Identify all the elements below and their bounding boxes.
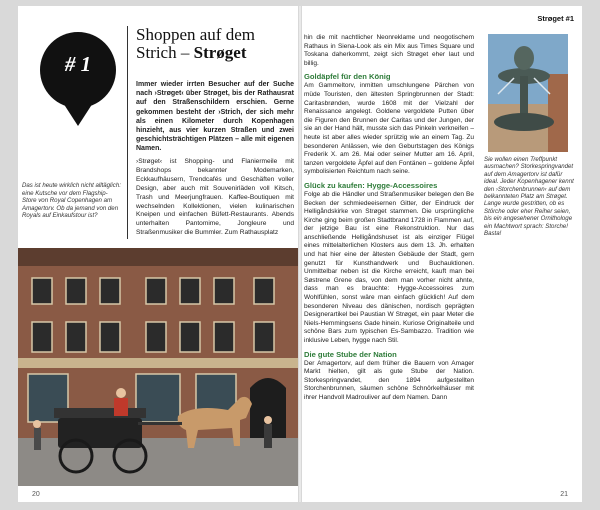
running-header: Strøget #1	[537, 14, 574, 23]
fountain-illustration	[488, 34, 568, 152]
title-line2	[136, 44, 292, 62]
left-page	[18, 6, 298, 502]
fountain-caption: Sie wollen einen Treffpunkt ausmachen? Storkespringvandet auf dem Amagertorv ist dafür ideal. Jeder Kopenhagener kennt den ›Storchenbrunnen‹ auf dem belkannteten Platz am Strøget. Lange wurde gestritten, ob es Störche oder eher Reiher seien, bis ein angesehener Ornithologe ein Machtwort sprach: Storche! Basta!	[484, 156, 574, 238]
section-text-goldaepfel: Am Gammeltorv, inmitten umschlungene Pärchen von müde Touristen, den ältesten Springbrunnen der Stadt: Caritasbrønden, wurde 1608 mit der Vielzahl der Renaissance angelegt. Goldene vergoldete Putten über die Figuren den Brunnen der Caritas und der Jungen, der sie an der Hand hält, musste sich das Pinkeln verkneifen – heute ist aber alles wieder sprützig wie an einem Tag. Zu besonderen Anlässen, wie den Geburtstagen des Königs Frederik X. am 26. Mai oder seiner Mutter am 16. April, tanzen vergoldete Äpfel auf den Fontänen – goldene Äpfel symbolisierten Reichtum nach seine.	[304, 82, 474, 176]
lead-paragraph: Immer wieder irrten Besucher auf der Suche nach ›Strøget‹ über Strøget, bis der Rathausrat auf den Straßenschildern erschien. Gerne gekommen besteht der ›Strich, der sich mehr als einen Kilometer durch Kopenhagen hinzieht, aus vier kurzen Straßen und zwei geschichtsträchtigen Plätzen – alle mit eigenen Namen.	[136, 81, 294, 153]
title-line2-text: Strich –	[136, 43, 194, 62]
section-title-hygge: Glück zu kaufen: Hygge-Accessoires	[304, 180, 438, 190]
photo-caption: Das ist heute wirklich nicht alltäglich: eine Kutsche vor dem Flagship-Store von Royal Copenhagen am Amagertorv. Ob da jemand von den Royals auf Einkaufstour ist?	[22, 182, 121, 220]
street-photo	[18, 248, 298, 486]
right-page	[302, 6, 582, 502]
location-pin-tip	[56, 92, 100, 126]
page-title	[136, 26, 292, 62]
badge-number: # 1	[64, 52, 92, 76]
section-text-stube: Der Amagertorv, auf dem früher die Bauern von Amager Markt hielten, gilt als gute Stube der Nation. Storkespringvandet, den 1894 aufgestellten Storchenbrunnen, säumen schöne Schnörkelhäuser mit ihrer Handvoll Madrouliver auf dem Namen. Dann	[304, 359, 474, 401]
body-paragraph: ›Strøget‹ ist Shopping- und Flaniermeile mit Brandshops bekannter Modemarken, Eckkaufhäusern, Trendcafés und Geschäften voller Design, aber auch mit Souvenirläden voll Kitsch, Trash und Meerjungfrauen. Kaffee-Boutiquen mit wechselnden Kollektionen, vielen kulinarischen Kneipen und einfachen Büfett-Restaurants. Abends unterhalten Pantomime, Jongleure und Straßenmusiker die Bummler. Zum Rathausplatz	[136, 158, 294, 237]
page-number-left: 20	[32, 491, 40, 498]
title-divider	[127, 26, 128, 239]
section-title-goldaepfel: Goldäpfel für den König	[304, 72, 391, 82]
title-line1: Shoppen auf dem	[136, 25, 255, 44]
section-text-hygge: Folge ab die Händler und Straßenmusiker belegen den Be Becken der schmiedeeisernen Gitter, der Eindruck der Helligåndskirke von Strøget stammen. Die ursprüngliche Kirche ging beim großen Stadtbrand 1728 in Flammen auf, der jetzige Bau ist eine Rekonstruktion. Nur das anschließende Helligåndshuset ist als einziger Flügel eines mittelalterlichen Klosters aus dem 13. Jh. erhalten und hat hier eine der ältesten Gebäude der Stadt, gern genutzt für Kunsthandwerk und Buchauktionen. Unmittelbar neben ist die Kirche erreicht, kauft man bei Søstrene Grene das, von dem man vorher nicht ahnte, dass man es brauchte: Hygge-Accessoires zum Wohlfühlen, sonst wäre man einfach glücklich! Auf dem besonderen Niveau des dänischen, nordisch geprägten Designerartikel bei Paustian W Strøget, ein paar Meter die Niels-Hemmingsens Gade hinein. Kuriose Originalteile und schöne Bars zum typischen Es-Sambazzo. Tradition wie inklusive Leben, hygge nach Stil.	[304, 190, 474, 344]
title-strong: Strøget	[193, 43, 247, 62]
intro-paragraph: hin die mit nachtlicher Neonreklame und neogotischem Rathaus in Siena-Look als ein Mix aus Times Square und Toskana daherkommt, zeigt sich Strøget eher laut und billig.	[304, 34, 474, 67]
section-title-stube: Die gute Stube der Nation	[304, 349, 397, 359]
horse-carriage-building-illustration	[18, 248, 298, 486]
main-column	[304, 34, 474, 403]
page-number-right: 21	[560, 491, 568, 498]
fountain-photo	[488, 34, 568, 152]
